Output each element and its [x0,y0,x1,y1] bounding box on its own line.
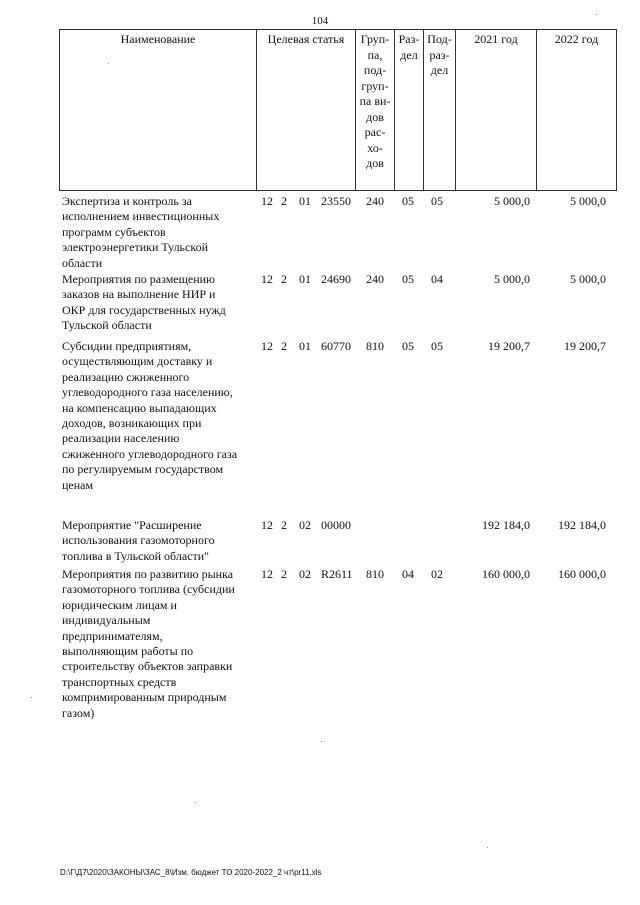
target-event: 01 [299,194,311,208]
section: 05 [402,272,414,286]
target-program: 12 [261,339,273,353]
target-event: 01 [299,272,311,286]
target-direction: R2611 [321,567,353,581]
amount-2022: 5 000,0 [570,272,606,286]
scan-speck [195,802,196,803]
amount-2022: 5 000,0 [570,194,606,208]
amount-2022: 19 200,7 [564,339,606,353]
target-event: 02 [299,567,311,581]
amount-2021: 192 184,0 [482,518,530,532]
table-header-bottom-border [59,190,616,191]
row-name: Мероприятие "Расширение использования газомоторного топлива в Тульской области" [62,518,215,563]
col-divider [256,29,257,191]
subsection: 04 [431,272,443,286]
expense-group: 240 [366,272,384,286]
target-program: 12 [261,272,273,286]
header-name: Наименование [120,32,196,46]
amount-2021: 5 000,0 [494,272,530,286]
target-program: 12 [261,567,273,581]
scan-speck [596,14,597,15]
col-divider [455,29,456,191]
header-subsection: Под- раз- дел [427,32,452,77]
row-name: Мероприятия по размещению заказов на выполнение НИР и ОКР для государственных нужд Тульской области [62,272,226,333]
header-expense-group: Груп- па, под- груп- па ви- дов рас- хо- дов [359,32,391,170]
target-direction: 60770 [321,339,351,353]
scan-speck [321,741,322,742]
target-direction: 23550 [321,194,351,208]
amount-2022: 160 000,0 [558,567,606,581]
target-subprogram: 2 [281,272,287,286]
section: 05 [402,339,414,353]
page-number: 104 [311,15,329,27]
target-direction: 24690 [321,272,351,286]
target-program: 12 [261,194,273,208]
file-path-footer: D:\Г\Д7\2020\ЗАКОНЫ\ЗАС_8\Изм. бюджет ТО 2020-2022_2 чт\pr11.xls [60,868,322,877]
target-program: 12 [261,518,273,532]
expense-group: 810 [366,567,384,581]
target-event: 01 [299,339,311,353]
subsection: 02 [431,567,443,581]
col-divider [536,29,537,191]
col-divider [59,29,60,191]
target-subprogram: 2 [281,194,287,208]
target-subprogram: 2 [281,567,287,581]
header-target-article: Целевая статья [267,32,345,46]
amount-2021: 19 200,7 [488,339,530,353]
header-year-2021: 2021 год [474,32,518,46]
header-section: Раз- дел [398,32,420,62]
row-name: Субсидии предприятиям, осуществляющим доставку и реализацию сжиженного углеводородного газа населению, на компенсацию выпадающих доходов, возникающих при реализации населению сжиженного углеводородного газа по регулируемым государством ценам [62,339,238,492]
col-divider [616,29,617,191]
target-event: 02 [299,518,311,532]
scan-speck [108,63,109,64]
section: 05 [402,194,414,208]
row-name: Экспертиза и контроль за исполнением инвестиционных программ субъектов электроэнергетики Тульской области [62,194,220,270]
expense-group: 240 [366,194,384,208]
scan-speck [31,697,32,698]
subsection: 05 [431,339,443,353]
amount-2022: 192 184,0 [558,518,606,532]
section: 04 [402,567,414,581]
row-name: Мероприятия по развитию рынка газомоторного топлива (субсидии юридическим лицам и индивидуальным предпринимателям, выполняющим работы по строительству объектов заправки транспортных средств компримированным природным газом) [62,567,235,720]
amount-2021: 160 000,0 [482,567,530,581]
subsection: 05 [431,194,443,208]
scan-speck [487,847,488,848]
amount-2021: 5 000,0 [494,194,530,208]
header-year-2022: 2022 год [554,32,599,46]
target-subprogram: 2 [281,518,287,532]
target-direction: 00000 [321,518,351,532]
expense-group: 810 [366,339,384,353]
target-subprogram: 2 [281,339,287,353]
table-top-border [59,29,616,30]
